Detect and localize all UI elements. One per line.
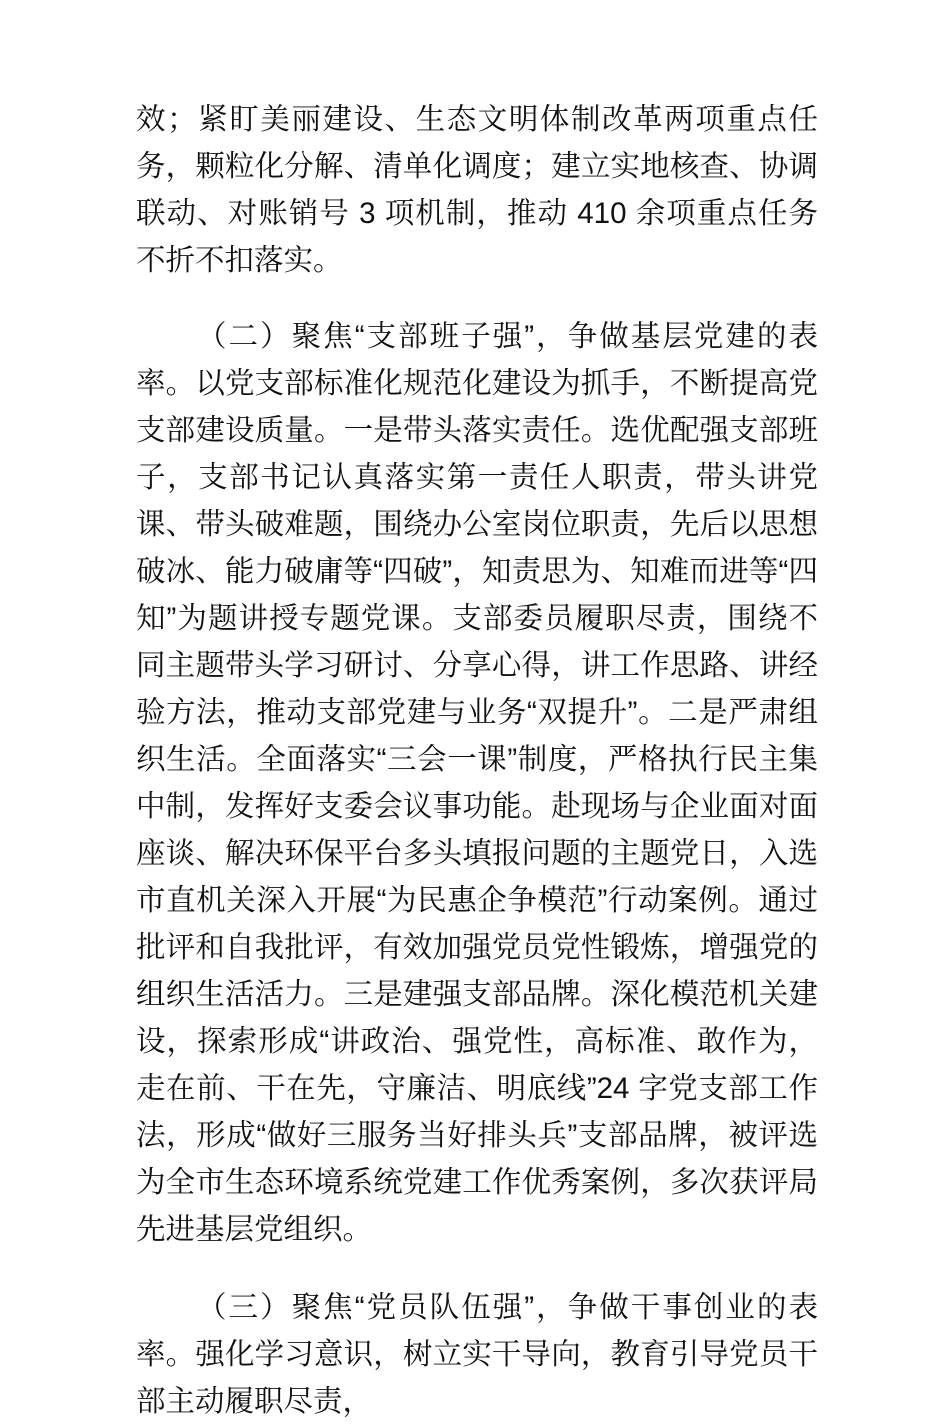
document-text-block (136, 96, 818, 1425)
paragraph-section-two: （二）聚焦“支部班子强”，争做基层党建的表率。以党支部标准化规范化建设为抓手，不断提高党支部建设质量。一是带头落实责任。选优配强支部班子，支部书记认真落实第一责任人职责，带头讲党课、带头破难题，围绕办公室岗位职责，先后以思想破冰、能力破庸等“四破”，知责思为、知难而进等“四知”为题讲授专题党课。支部委员履职尽责，围绕不同主题带头学习研讨、分享心得，讲工作思路、讲经验方法，推动支部党建与业务“双提升”。二是严肃组织生活。全面落实“三会一课”制度，严格执行民主集中制，发挥好支委会议事功能。赴现场与企业面对面座谈、解决环保平台多头填报问题的主题党日，入选市直机关深入开展“为民惠企争模范”行动案例。通过批评和自我批评，有效加强党员党性锻炼，增强党的组织生活活力。三是建强支部品牌。深化模范机关建设，探索形成“讲政治、强党性，高标准、敢作为，走在前、干在先，守廉洁、明底线”24 字党支部工作法，形成“做好三服务当好排头兵”支部品牌，被评选为全市生态环境系统党建工作优秀案例，多次获评局先进基层党组织。 (136, 320, 818, 1246)
paragraph-continued: 效；紧盯美丽建设、生态文明体制改革两项重点任务，颗粒化分解、清单化调度；建立实地核查、协调联动、对账销号 3 项机制，推动 410 余项重点任务不折不扣落实。 (136, 103, 818, 277)
paragraph-section-three: （三）聚焦“党员队伍强”，争做干事创业的表率。强化学习意识，树立实干导向，教育引导党员干部主动履职尽责， (136, 1291, 818, 1418)
